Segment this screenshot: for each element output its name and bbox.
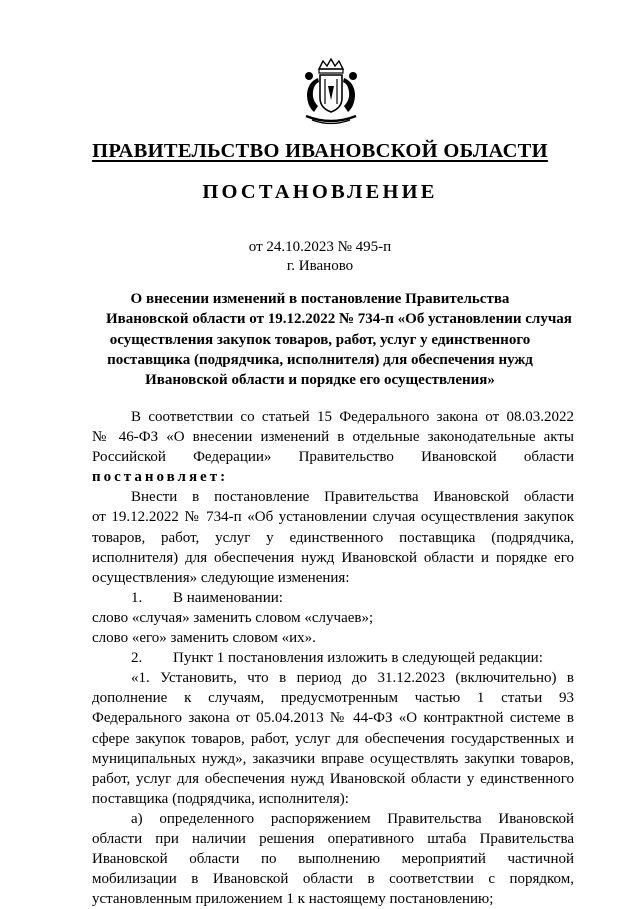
date-number: от 24.10.2023 № 495-п [248,239,392,255]
document-body [92,407,574,909]
item-2-text: Пункт 1 постановления изложить в следующей редакции: [173,650,543,667]
item-2 [92,648,574,668]
subject-line: Ивановской области и порядке его осуществления» [145,372,495,389]
point-1-line: сфере закупок товаров, работ, услуг для обеспечения государственных и [92,730,574,747]
document-subject [106,289,572,390]
city: г. Иваново [286,258,354,274]
subpoint-a-line: а) определенного распоряжением Правительства Ивановской [131,810,574,827]
document-type: ПОСТАНОВЛЕНИЕ [202,181,438,203]
item-1-text: В наименовании: [173,589,283,606]
intro-line: исполнителя) для обеспечения нужд Ивановской области и порядке его [92,549,574,566]
subpoint-a-line: области при наличии решения оперативного штаба Правительства [92,830,574,847]
point-1-line: работ, услуг для обеспечения нужд Ивановской области у единственного [92,770,574,787]
item-2-number: 2. [131,650,143,667]
point-1-line: дополнение к случаям, предусмотренным частью 1 статьи 93 [92,690,574,707]
subject-line: О внесении изменений в постановление Правительства [130,291,510,307]
item-1-number: 1. [131,589,143,606]
item-1 [92,588,574,608]
point-1-line: муниципальных нужд», заказчики вправе осуществлять закупки товаров, [92,750,574,767]
intro-line: товаров, работ, услуг у единственного поставщика (подрядчика, [92,529,574,546]
subject-line: осуществления закупок товаров, работ, услуг у единственного [109,331,531,348]
intro-line: осуществления» следующие изменения: [92,569,350,586]
item-1-line: слово «его» заменить словом «их». [92,630,316,647]
subpoint-a-line: установленным приложением 1 к настоящему постановлению; [92,891,494,908]
preamble-line: Российской Федерации» Правительство Ивановской области [92,449,574,466]
preamble-line: № 46-ФЗ «О внесении изменений в отдельные законодательные акты [92,429,574,446]
item-1-line: слово «случая» заменить словом «случаев»; [92,609,374,626]
decree-word: постановляет: [92,469,229,486]
subject-line: поставщика (подрядчика, исполнителя) для обеспечения нужд [107,351,533,368]
point-1-line: Федерального закона от 05.04.2013 № 44-ФЗ «О контрактной системе в [92,710,574,727]
point-1-line: «1. Установить, что в период до 31.12.2023 (включительно) в [131,670,574,687]
subpoint-a-line: мобилизации в Ивановской области в соответствии с порядком, [92,871,574,888]
subpoint-a-line: Ивановской области по выполнению мероприятий частичной [92,851,574,868]
subject-line: Ивановской области от 19.12.2022 № 734-п «Об установлении случая [106,311,572,328]
point-1-line: поставщика (подрядчика, исполнителя): [92,790,349,807]
intro-line: Внести в постановление Правительства Ивановской области [131,489,574,506]
government-name: ПРАВИТЕЛЬСТВО ИВАНОВСКОЙ ОБЛАСТИ [92,140,548,162]
intro-line: от 19.12.2022 № 734-п «Об установлении случая осуществления закупок [92,509,574,526]
coat-of-arms-emblem [298,56,364,128]
preamble-line: В соответствии со статьей 15 Федерального закона от 08.03.2022 [131,409,574,425]
